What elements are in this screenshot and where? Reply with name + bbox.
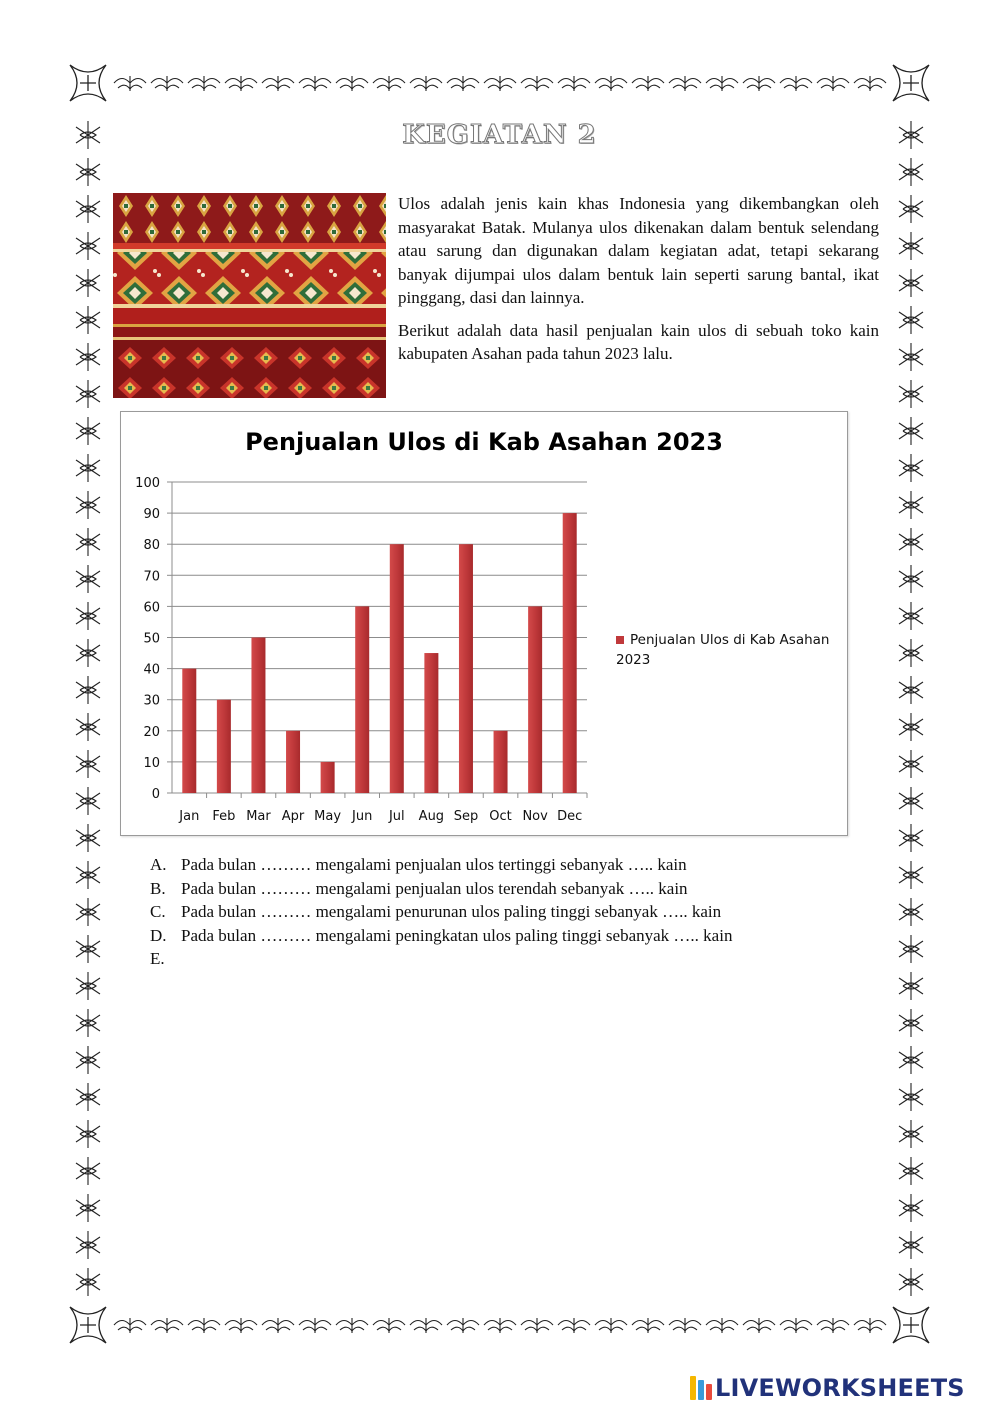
border-ornament xyxy=(76,269,100,297)
border-ornament xyxy=(225,76,257,91)
intro-paragraph-2: Berikut adalah data hasil penjualan kain ulos di sebuah toko kain kabupaten Asahan pada tahun 2023 lalu. xyxy=(398,320,879,363)
border-ornament xyxy=(299,1318,331,1333)
border-ornament xyxy=(76,1083,100,1111)
border-ornament xyxy=(484,76,516,91)
x-tick-label: Sep xyxy=(453,809,479,824)
x-tick-label: Mar xyxy=(246,809,271,824)
y-tick-label: 60 xyxy=(143,600,160,616)
bar-nov xyxy=(528,606,542,793)
border-ornament xyxy=(899,713,923,741)
bar-oct xyxy=(494,731,508,793)
border-ornament xyxy=(780,76,812,91)
border-ornament xyxy=(669,1318,701,1333)
liveworksheets-icon xyxy=(690,1376,712,1400)
x-tick-label: May xyxy=(314,809,342,824)
border-ornament xyxy=(854,1318,886,1333)
question-item xyxy=(150,900,870,924)
border-ornament xyxy=(899,787,923,815)
border-ornament xyxy=(76,1157,100,1185)
question-text: Pada bulan ……… mengalami penurunan ulos paling tinggi sebanyak ….. kain xyxy=(181,902,722,921)
border-ornament xyxy=(76,972,100,1000)
question-item xyxy=(150,853,870,877)
x-tick-label: Jul xyxy=(388,809,405,824)
border-ornament xyxy=(114,76,146,91)
border-ornament xyxy=(780,1318,812,1333)
border-ornament xyxy=(484,1318,516,1333)
border-corner-ornament xyxy=(70,1307,106,1343)
y-tick-label: 90 xyxy=(143,507,160,523)
border-ornament xyxy=(76,306,100,334)
border-ornament xyxy=(225,1318,257,1333)
border-ornament xyxy=(899,1120,923,1148)
border-ornament xyxy=(76,195,100,223)
intro-text xyxy=(398,192,879,375)
border-ornament xyxy=(410,1318,442,1333)
y-tick-label: 50 xyxy=(143,631,160,647)
border-ornament xyxy=(899,306,923,334)
border-ornament xyxy=(262,76,294,91)
question-letter: E. xyxy=(150,949,165,968)
border-ornament xyxy=(151,76,183,91)
border-ornament xyxy=(743,1318,775,1333)
chart-title: Penjualan Ulos di Kab Asahan 2023 xyxy=(245,428,723,456)
border-ornament xyxy=(899,1268,923,1296)
border-ornament xyxy=(447,76,479,91)
bar-dec xyxy=(563,513,577,793)
border-ornament xyxy=(76,491,100,519)
liveworksheets-logo[interactable] xyxy=(690,1373,965,1403)
border-ornament xyxy=(632,1318,664,1333)
y-tick-label: 10 xyxy=(143,755,160,771)
bar-mar xyxy=(251,638,265,794)
x-tick-label: Jan xyxy=(179,809,200,824)
bar-apr xyxy=(286,731,300,793)
question-letter: D. xyxy=(150,925,167,945)
bar-jun xyxy=(355,606,369,793)
border-ornament xyxy=(151,1318,183,1333)
border-ornament xyxy=(595,1318,627,1333)
border-ornament xyxy=(76,343,100,371)
border-ornament xyxy=(76,565,100,593)
border-ornament xyxy=(899,676,923,704)
border-ornament xyxy=(899,158,923,186)
border-ornament xyxy=(899,1009,923,1037)
border-ornament xyxy=(76,417,100,445)
border-ornament xyxy=(899,935,923,963)
border-ornament xyxy=(76,935,100,963)
border-ornament xyxy=(899,824,923,852)
border-corner-ornament xyxy=(893,65,929,101)
y-tick-label: 100 xyxy=(135,476,160,491)
border-ornament xyxy=(76,1009,100,1037)
border-ornament xyxy=(76,639,100,667)
question-item xyxy=(150,947,870,971)
border-ornament xyxy=(76,713,100,741)
y-tick-label: 30 xyxy=(143,693,160,709)
border-ornament xyxy=(76,602,100,630)
border-ornament xyxy=(899,417,923,445)
y-tick-label: 20 xyxy=(143,724,160,740)
border-ornament xyxy=(76,898,100,926)
question-letter: A. xyxy=(150,855,167,874)
border-ornament xyxy=(76,528,100,556)
intro-paragraph-1: Ulos adalah jenis kain khas Indonesia yang dikembangkan oleh masyarakat Batak. Mulanya ulos dikenakan dalam bentuk selendang atau sarung dan digunakan dalam kegiatan adat, tetapi sekarang banyak dijumpai ulos dalam bentuk lain seperti sarung bantal, ikat pinggang, dasi dan lainnya. xyxy=(398,194,879,307)
border-ornament xyxy=(817,1318,849,1333)
border-ornament xyxy=(899,750,923,778)
border-ornament xyxy=(76,232,100,260)
question-letter: C. xyxy=(150,902,166,921)
border-ornament xyxy=(114,1318,146,1333)
border-ornament xyxy=(521,76,553,91)
border-ornament xyxy=(336,76,368,91)
border-ornament xyxy=(188,76,220,91)
border-ornament xyxy=(743,76,775,91)
border-ornament xyxy=(899,269,923,297)
bar-sep xyxy=(459,544,473,793)
question-item xyxy=(150,924,870,948)
border-ornament xyxy=(76,750,100,778)
border-ornament xyxy=(410,76,442,91)
border-ornament xyxy=(188,1318,220,1333)
border-ornament xyxy=(76,1194,100,1222)
bar-jan xyxy=(182,669,196,793)
border-ornament xyxy=(76,1120,100,1148)
border-ornament xyxy=(899,565,923,593)
border-ornament xyxy=(854,76,886,91)
border-ornament xyxy=(632,76,664,91)
x-tick-label: Aug xyxy=(418,809,445,824)
border-ornament xyxy=(76,824,100,852)
border-ornament xyxy=(899,602,923,630)
border-ornament xyxy=(76,787,100,815)
border-ornament xyxy=(595,76,627,91)
x-tick-label: Oct xyxy=(489,809,512,824)
border-ornament xyxy=(669,76,701,91)
legend-label: Penjualan Ulos di Kab Asahan 2023 xyxy=(616,632,830,668)
x-tick-label: Dec xyxy=(557,809,583,824)
liveworksheets-brand: LIVEWORKSHEETS xyxy=(715,1374,965,1402)
border-ornament xyxy=(899,454,923,482)
border-ornament xyxy=(899,639,923,667)
border-ornament xyxy=(899,1231,923,1259)
border-ornament xyxy=(76,1268,100,1296)
x-tick-label: Nov xyxy=(522,809,548,824)
border-corner-ornament xyxy=(893,1307,929,1343)
border-ornament xyxy=(76,158,100,186)
question-list xyxy=(150,853,870,971)
bar-may xyxy=(321,762,335,793)
x-tick-label: Jun xyxy=(352,809,373,824)
border-ornament xyxy=(373,76,405,91)
border-ornament xyxy=(899,232,923,260)
border-ornament xyxy=(899,861,923,889)
question-text: Pada bulan ……… mengalami penjualan ulos tertinggi sebanyak ….. kain xyxy=(181,855,687,874)
chart-legend xyxy=(616,630,841,670)
border-ornament xyxy=(262,1318,294,1333)
question-letter: B. xyxy=(150,878,166,898)
bar-feb xyxy=(217,700,231,793)
border-ornament xyxy=(899,898,923,926)
border-ornament xyxy=(336,1318,368,1333)
y-tick-label: 70 xyxy=(143,569,160,585)
border-ornament xyxy=(447,1318,479,1333)
border-ornament xyxy=(899,195,923,223)
x-tick-label: Apr xyxy=(281,809,305,824)
border-ornament xyxy=(899,972,923,1000)
border-ornament xyxy=(76,454,100,482)
border-ornament xyxy=(899,1046,923,1074)
border-ornament xyxy=(76,1046,100,1074)
border-ornament xyxy=(373,1318,405,1333)
bar-aug xyxy=(424,653,438,793)
bar-jul xyxy=(390,544,404,793)
y-tick-label: 40 xyxy=(143,662,160,678)
border-ornament xyxy=(899,1083,923,1111)
border-ornament xyxy=(76,676,100,704)
page-title: KEGIATAN 2 xyxy=(402,120,597,150)
question-text: Pada bulan ……… mengalami penjualan ulos terendah sebanyak ….. kain xyxy=(181,878,688,898)
border-ornament xyxy=(899,343,923,371)
chart-plot xyxy=(121,412,847,835)
border-ornament xyxy=(899,1157,923,1185)
border-ornament xyxy=(521,1318,553,1333)
sales-chart xyxy=(120,411,848,836)
ulos-fabric-image xyxy=(113,193,386,398)
y-tick-label: 80 xyxy=(143,538,160,554)
x-tick-label: Feb xyxy=(212,809,236,824)
border-corner-ornament xyxy=(70,65,106,101)
y-tick-label: 0 xyxy=(151,787,160,802)
border-ornament xyxy=(899,1194,923,1222)
border-ornament xyxy=(899,380,923,408)
border-ornament xyxy=(899,528,923,556)
border-ornament xyxy=(817,76,849,91)
border-ornament xyxy=(76,1231,100,1259)
question-item xyxy=(150,877,870,901)
border-ornament xyxy=(76,380,100,408)
border-ornament xyxy=(558,1318,590,1333)
border-ornament xyxy=(706,76,738,91)
question-text: Pada bulan ……… mengalami peningkatan ulos paling tinggi sebanyak ….. kain xyxy=(181,925,733,945)
legend-swatch xyxy=(616,636,624,644)
border-ornament xyxy=(899,491,923,519)
border-ornament xyxy=(706,1318,738,1333)
border-ornament xyxy=(299,76,331,91)
border-ornament xyxy=(558,76,590,91)
border-ornament xyxy=(76,861,100,889)
